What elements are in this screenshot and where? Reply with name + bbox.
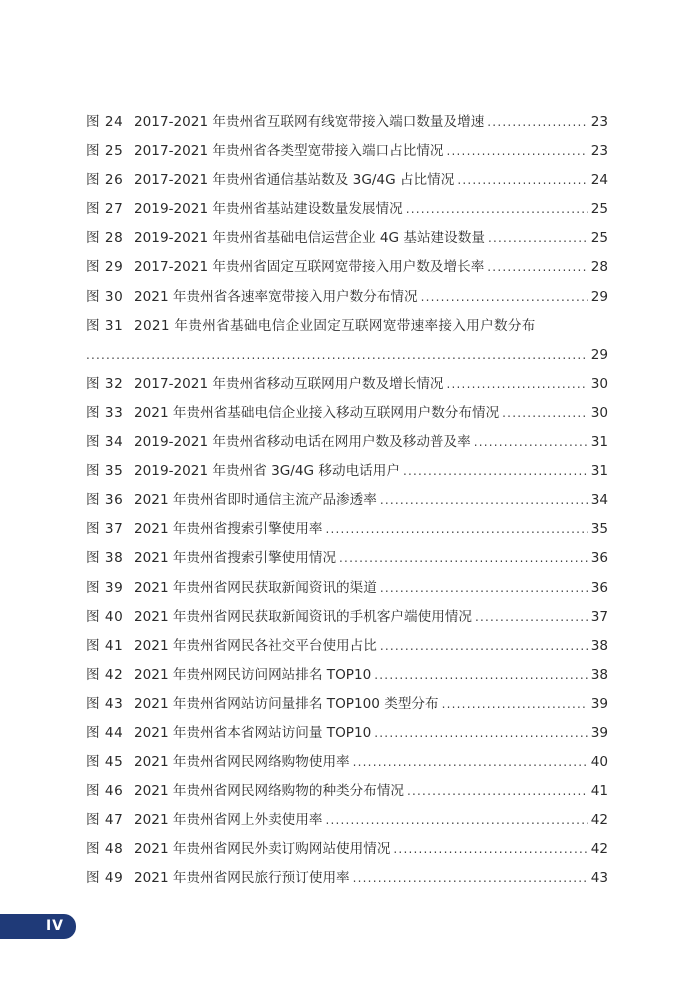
figure-label: 图 47 [86, 812, 124, 829]
dot-leader [339, 544, 588, 573]
dot-leader [457, 166, 587, 195]
figure-title: 2021 年贵州省各速率宽带接入用户数分布情况 [134, 288, 418, 305]
dot-leader [380, 574, 588, 603]
figure-title: 2021 年贵州省网上外卖使用率 [134, 812, 323, 829]
toc-entry-36[interactable] [86, 486, 608, 515]
toc-entry-28[interactable] [86, 224, 608, 253]
figure-label: 图 37 [86, 521, 124, 538]
figure-title: 2021 年贵州网民访问网站排名 TOP10 [134, 666, 372, 683]
figure-label: 图 25 [86, 143, 124, 160]
dot-leader [353, 748, 588, 777]
figure-label: 图 24 [86, 114, 124, 130]
toc-entry-24[interactable] [86, 108, 608, 137]
dot-leader [374, 661, 587, 690]
figure-title: 2021 年贵州省网民获取新闻资讯的手机客户端使用情况 [134, 608, 472, 625]
dot-leader [475, 603, 588, 632]
figure-title: 2021 年贵州省基础电信企业接入移动互联网用户数分布情况 [134, 404, 500, 421]
figure-title: 2017-2021 年贵州省通信基站数及 3G/4G 占比情况 [134, 172, 455, 189]
toc-list [86, 108, 608, 894]
dot-leader [380, 632, 588, 661]
page-number: 35 [590, 521, 608, 538]
dot-leader [393, 835, 587, 864]
toc-entry-30[interactable] [86, 283, 608, 312]
toc-entry-35[interactable] [86, 457, 608, 486]
page-number: 23 [590, 143, 608, 160]
figure-title: 2021 年贵州省搜索引擎使用率 [134, 521, 323, 538]
dot-leader [406, 195, 588, 224]
page-number-tab: IV [0, 914, 76, 939]
page-number: 30 [590, 404, 608, 421]
figure-title: 2021 年贵州省网民获取新闻资讯的渠道 [134, 579, 377, 596]
page-number: 29 [590, 346, 608, 363]
dot-leader [447, 137, 588, 166]
toc-entry-27[interactable] [86, 195, 608, 224]
page-number: 25 [590, 230, 608, 247]
figure-label: 图 45 [86, 754, 124, 771]
dot-leader [325, 806, 587, 835]
page-number: 38 [590, 637, 608, 654]
figure-title: 2017-2021 年贵州省互联网有线宽带接入端口数量及增速 [134, 114, 485, 130]
figure-label: 图 28 [86, 230, 124, 247]
figure-label: 图 29 [86, 259, 124, 276]
dot-leader [403, 457, 588, 486]
toc-entry-48[interactable] [86, 835, 608, 864]
figure-title: 2021 年贵州省网民外卖订购网站使用情况 [134, 841, 391, 858]
figure-title: 2021 年贵州省基础电信企业固定互联网宽带速率接入用户数分布 [134, 317, 536, 334]
toc-entry-34[interactable] [86, 428, 608, 457]
dot-leader [474, 428, 588, 457]
page-number: 31 [590, 463, 608, 480]
page-number: 41 [590, 783, 608, 800]
figure-title: 2021 年贵州省本省网站访问量 TOP10 [134, 724, 372, 741]
figure-title: 2017-2021 年贵州省固定互联网宽带接入用户数及增长率 [134, 259, 485, 276]
toc-entry-47[interactable] [86, 806, 608, 835]
toc-entry-29[interactable] [86, 253, 608, 282]
toc-entry-44[interactable] [86, 719, 608, 748]
figure-label: 图 30 [86, 288, 124, 305]
dot-leader [421, 283, 588, 312]
page-number: 42 [590, 812, 608, 829]
figure-label: 图 26 [86, 172, 124, 189]
figure-title: 2017-2021 年贵州省移动互联网用户数及增长情况 [134, 375, 444, 392]
toc-entry-49[interactable] [86, 864, 608, 893]
figure-label: 图 40 [86, 608, 124, 625]
figure-label: 图 49 [86, 870, 124, 887]
dot-leader [353, 864, 588, 893]
page-number: 34 [590, 492, 608, 509]
toc-entry-38[interactable] [86, 544, 608, 573]
dot-leader [407, 777, 588, 806]
toc-entry-40[interactable] [86, 603, 608, 632]
dot-leader [380, 486, 588, 515]
figure-label: 图 46 [86, 783, 124, 800]
page-number: 38 [590, 666, 608, 683]
page-number: 28 [590, 259, 608, 276]
figure-title: 2021 年贵州省网站访问量排名 TOP100 类型分布 [134, 695, 439, 712]
figure-label: 图 41 [86, 637, 124, 654]
toc-entry-25[interactable] [86, 137, 608, 166]
toc-entry-43[interactable] [86, 690, 608, 719]
dot-leader [447, 370, 588, 399]
page-number: 42 [590, 841, 608, 858]
figure-label: 图 43 [86, 695, 124, 712]
figure-title: 2017-2021 年贵州省各类型宽带接入端口占比情况 [134, 143, 444, 160]
toc-entry-42[interactable] [86, 661, 608, 690]
page-number: 36 [590, 550, 608, 567]
toc-entry-31[interactable] [86, 312, 608, 341]
page-number: 37 [590, 608, 608, 625]
figure-label: 图 44 [86, 724, 124, 741]
figure-title: 2019-2021 年贵州省移动电话在网用户数及移动普及率 [134, 434, 471, 451]
dot-leader [502, 399, 588, 428]
toc-entry-32[interactable] [86, 370, 608, 399]
dot-leader [374, 719, 587, 748]
page-number: 25 [590, 201, 608, 218]
toc-entry-31-continuation[interactable] [86, 341, 608, 370]
dot-leader [86, 341, 588, 370]
figure-title: 2021 年贵州省网民旅行预订使用率 [134, 870, 350, 887]
page-number: 39 [590, 695, 608, 712]
dot-leader [487, 253, 587, 282]
dot-leader [488, 224, 588, 253]
figure-label: 图 33 [86, 404, 124, 421]
page-number: 40 [590, 754, 608, 771]
figure-title: 2021 年贵州省即时通信主流产品渗透率 [134, 492, 377, 509]
figure-label: 图 35 [86, 463, 124, 480]
toc-entry-41[interactable] [86, 632, 608, 661]
page-number: 30 [590, 375, 608, 392]
page-number: 23 [590, 114, 608, 130]
toc-entry-45[interactable] [86, 748, 608, 777]
figure-label: 图 34 [86, 434, 124, 451]
toc-entry-46[interactable] [86, 777, 608, 806]
page-number: 43 [590, 870, 608, 887]
figure-label: 图 27 [86, 201, 124, 218]
figure-title: 2019-2021 年贵州省基础电信运营企业 4G 基站建设数量 [134, 230, 485, 247]
toc-entry-37[interactable] [86, 515, 608, 544]
figure-label: 图 32 [86, 375, 124, 392]
dot-leader [487, 108, 587, 137]
page-number: 36 [590, 579, 608, 596]
figure-title: 2021 年贵州省网民各社交平台使用占比 [134, 637, 377, 654]
page-number: 24 [590, 172, 608, 189]
figure-label: 图 42 [86, 666, 124, 683]
figure-label: 图 31 [86, 317, 124, 334]
figure-label: 图 48 [86, 841, 124, 858]
figure-title: 2021 年贵州省网民网络购物使用率 [134, 754, 350, 771]
figure-label: 图 38 [86, 550, 124, 567]
dot-leader [442, 690, 588, 719]
figure-title: 2019-2021 年贵州省基站建设数量发展情况 [134, 201, 403, 218]
page-number: 31 [590, 434, 608, 451]
figure-title: 2021 年贵州省网民网络购物的种类分布情况 [134, 783, 405, 800]
figure-title: 2019-2021 年贵州省 3G/4G 移动电话用户 [134, 463, 400, 480]
page-number: 39 [590, 724, 608, 741]
figure-title: 2021 年贵州省搜索引擎使用情况 [134, 550, 337, 567]
figure-label: 图 39 [86, 579, 124, 596]
dot-leader [325, 515, 587, 544]
figure-label: 图 36 [86, 492, 124, 509]
toc-entry-33[interactable] [86, 399, 608, 428]
page-number: 29 [590, 288, 608, 305]
toc-entry-26[interactable] [86, 166, 608, 195]
toc-entry-39[interactable] [86, 574, 608, 603]
